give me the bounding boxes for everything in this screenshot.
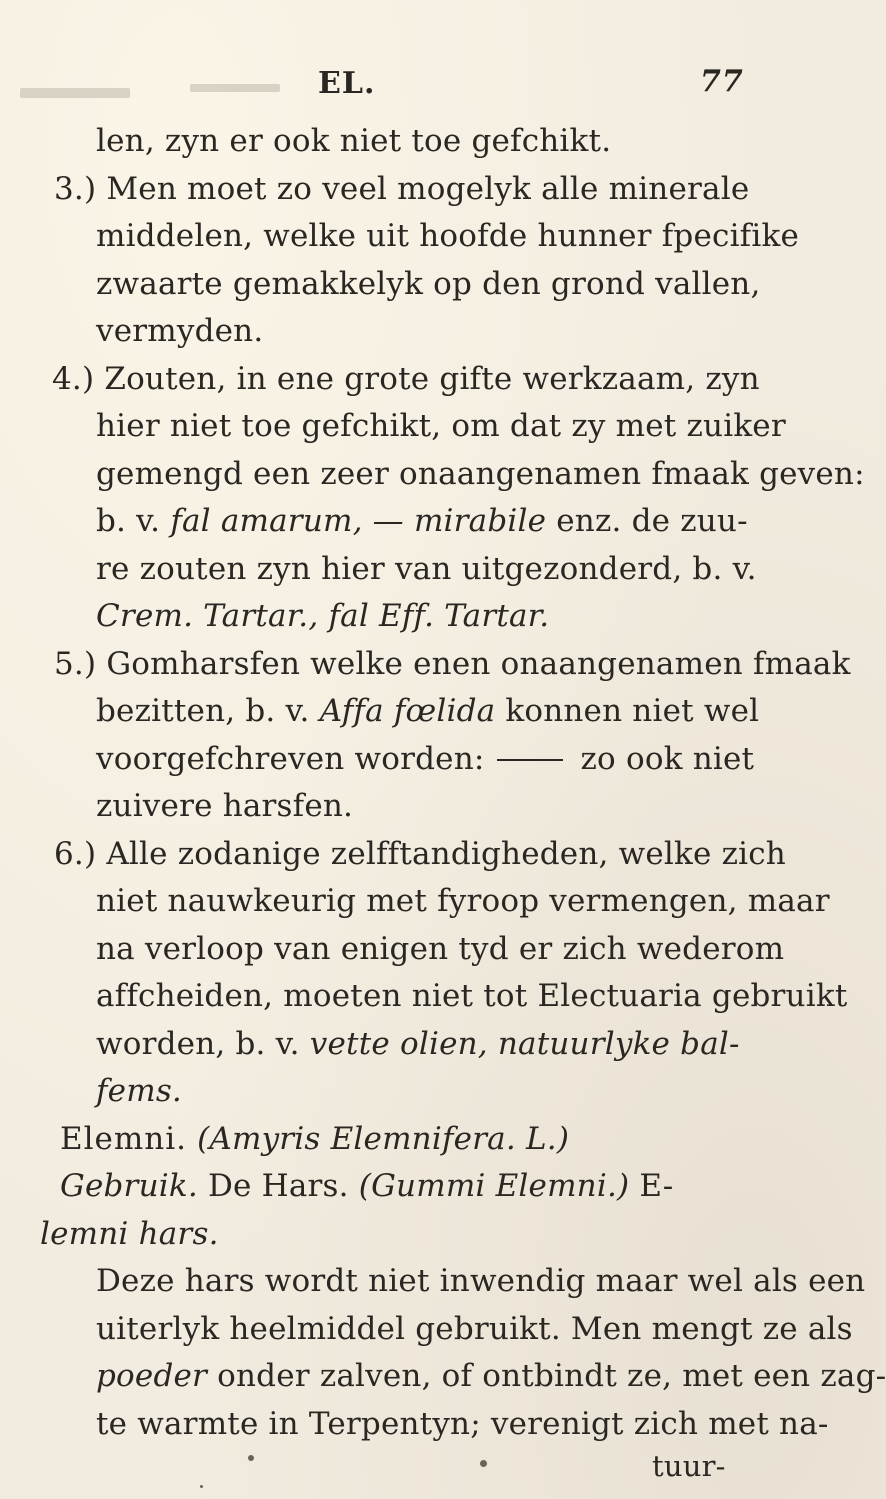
text-line [96,928,784,970]
text-line [96,405,786,447]
text-span: niet nauwkeurig met fyroop vermengen, maar [96,883,830,919]
text-span: len, zyn er ook niet toe gefchikt. [96,123,612,159]
em-dash-rule [497,759,563,761]
text-span: vermyden. [96,313,264,349]
text-span: 4.) Zouten, in ene grote gifte werkzaam, zyn [52,360,760,397]
text-span: hier niet toe gefchikt, om dat zy met zuiker [96,408,786,444]
text-span: re zouten zyn hier van uitgezonderd, b. v. [96,550,757,587]
latin-term: vette olien, natuurlyke bal- [309,1025,740,1062]
text-line [96,1070,182,1112]
page-number: 77 [700,64,744,99]
text-span: enz. de zuu- [556,503,748,539]
text-line [96,738,754,780]
ink-speck [248,1455,254,1461]
text-line [96,263,761,305]
text-span: zuivere harsfen. [96,788,354,824]
catchword: tuur- [652,1449,726,1483]
latin-term: Affa fœlida [319,693,496,729]
text-line [96,1403,829,1445]
text-span: E- [639,1168,674,1204]
text-span: zwaarte gemakkelyk op den grond vallen, [96,265,761,302]
text-span: 5.) Gomharsfen welke enen onaangenamen fmaak [54,645,851,682]
text-line [96,785,353,827]
text-line [40,1213,219,1255]
latin-term: lemni hars. [40,1215,219,1252]
text-line [54,168,749,210]
ink-speck [200,1485,203,1488]
ink-speck [480,1460,487,1467]
text-span: Deze hars wordt niet inwendig maar wel als een [96,1263,866,1299]
text-span: na verloop van enigen tyd er zich wederom [96,930,785,967]
text-line [96,1023,740,1065]
latin-term: Crem. Tartar., fal Eff. Tartar. [96,598,550,634]
signature-mark: EL. [318,66,376,101]
text-line [96,1260,865,1302]
text-line [96,975,847,1017]
text-line [60,1165,673,1207]
text-line [96,548,757,590]
latin-term: Gebruik. [60,1168,198,1204]
text-span: 3.) Men moet zo veel mogelyk alle minerale [54,170,750,207]
text-span: onder zalven, of ontbindt ze, met een zag- [217,1358,886,1394]
text-line [96,500,748,542]
text-line [54,643,851,685]
text-line [96,310,263,352]
text-span: zo ook niet [580,740,755,777]
text-line [96,1355,886,1397]
text-span: middelen, welke uit hoofde hunner fpecifike [96,218,799,254]
latin-term: fal amarum, — mirabile [170,503,547,539]
text-span: worden, b. v. [96,1025,300,1062]
text-span: Elemni. [60,1120,188,1157]
text-line [96,595,549,637]
text-span: bezitten, b. v. [96,693,310,729]
latin-term: fems. [96,1073,182,1109]
text-line [96,215,799,257]
latin-term: (Gummi Elemni.) [358,1168,630,1204]
latin-term: poeder [96,1358,208,1394]
text-span: te warmte in Terpentyn; verenigt zich met na- [96,1405,829,1442]
text-line [96,1308,853,1350]
text-line [96,880,830,922]
text-span: voorgefchreven worden: [96,740,485,777]
text-line [54,833,786,875]
text-span: konnen niet wel [505,693,760,729]
text-span: affcheiden, moeten niet tot Electuaria gebruikt [96,978,848,1014]
text-span: gemengd een zeer onaangenamen fmaak geven: [96,455,865,492]
bleed-through-mark [20,88,130,98]
text-line [52,358,760,400]
bleed-through-mark [190,84,280,92]
text-line [96,453,865,495]
text-span: De Hars. [207,1168,349,1204]
text-span: b. v. [96,503,161,539]
text-line [96,690,759,732]
latin-term: (Amyris Elemnifera. L.) [197,1120,570,1157]
text-line [60,1118,569,1160]
text-span: uiterlyk heelmiddel gebruikt. Men mengt ze als [96,1310,853,1347]
text-line [96,120,611,162]
text-span: 6.) Alle zodanige zelfftandigheden, welke zich [54,835,786,872]
